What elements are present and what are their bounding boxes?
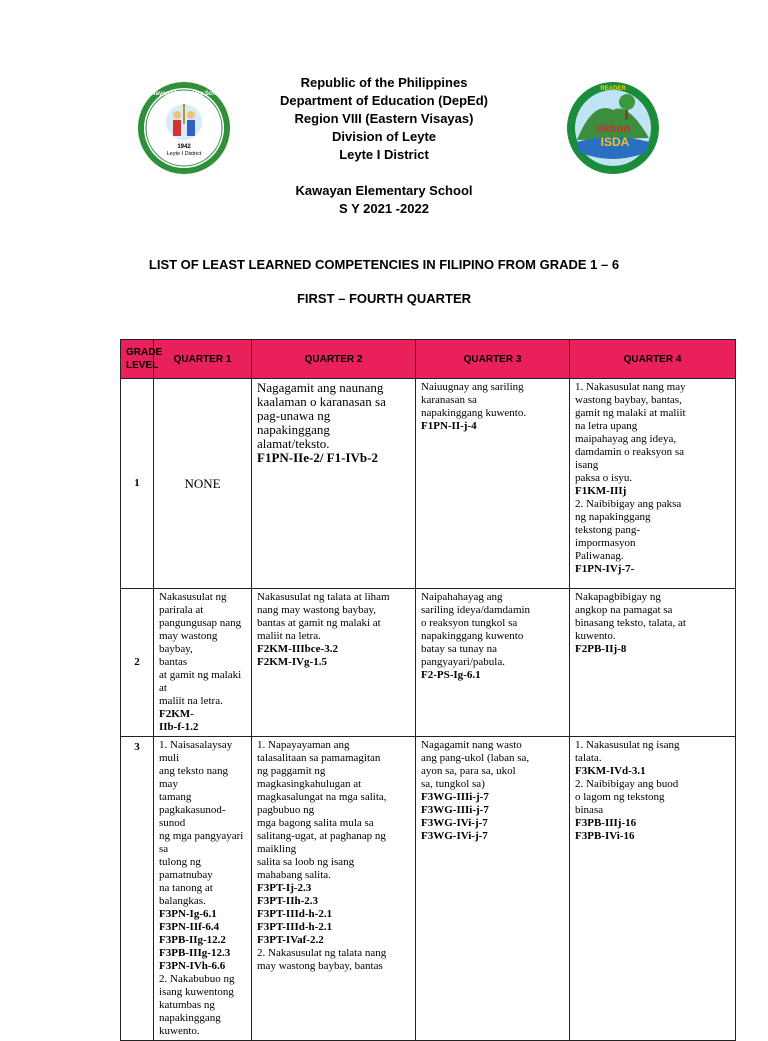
table-row xyxy=(121,737,736,1041)
header-line: Region VIII (Eastern Visayas) xyxy=(294,111,474,126)
grade-cell: 1 xyxy=(121,379,154,589)
q2-cell: 1. Napayayaman ang talasalitaan sa pamamagitan ng paggamit ng magkasingkahulugan at magkasalungat na mga salita, pagbubuo ng mga bagong salita mula sa salitang-ugat, at paghanap ng maikling salita sa loob ng isang mahabang salita. F3PT-Ij-2.3 F3PT-IIh-2.3 F3PT-IIId-h-2.1 F3PT-IIId-h-2.1 F3PT-IVaf-2.2 2. Nakasusulat ng talata nang may wastong baybay, bantas xyxy=(252,737,416,1041)
svg-text:Ukbon: Ukbon xyxy=(595,123,631,135)
competencies-table xyxy=(120,339,736,1041)
document-title: LIST OF LEAST LEARNED COMPETENCIES IN FILIPINO FROM GRADE 1 – 6 xyxy=(148,257,620,272)
header-q3: QUARTER 3 xyxy=(416,340,570,379)
header-line: Republic of the Philippines xyxy=(300,75,468,90)
table-row xyxy=(121,589,736,737)
document-subtitle: FIRST – FOURTH QUARTER xyxy=(296,291,472,306)
svg-text:ISDA: ISDA xyxy=(600,135,630,149)
q1-cell: NONE xyxy=(154,379,252,589)
q1-cell: 1. Naisasalaysay muli ang teksto nang may tamang pagkakasunod- sunod ng mga pangyayari sa tulong ng pamatnubay na tanong at balangkas. F3PN-Ig-6.1 F3PN-IIf-6.4 F3PB-IIg-12.2 F3PB-IIIg-12.3 F3PN-IVh-6.6 2. Nakabubuo ng isang kuwentong katumbas ng napakinggang kuwento. xyxy=(154,737,252,1041)
header-q2: QUARTER 2 xyxy=(252,340,416,379)
q4-cell: 1. Nakasusulat nang may wastong baybay, bantas, gamit ng malaki at maliit na letra upang maipahayag ang ideya, damdamin o reaksyon sa isang paksa o isyu. F1KM-IIIj 2. Naibibigay ang paksa ng napakinggang tekstong pang- impormasyon Paliwanag. F1PN-IVj-7- xyxy=(570,379,736,589)
header-line: Leyte I District xyxy=(339,147,429,162)
seal-district: Leyte I District xyxy=(166,151,202,157)
school-name: Kawayan Elementary School xyxy=(295,183,473,198)
grade-cell: 2 xyxy=(121,589,154,737)
q3-cell: Naiuugnay ang sariling karanasan sa napakinggang kuwento. F1PN-II-j-4 xyxy=(416,379,570,589)
q3-cell: Nagagamit nang wasto ang pang-ukol (laban sa, ayon sa, para sa, ukol sa, tungkol sa) F3WG-IIIi-j-7 F3WG-IIIi-j-7 F3WG-IVi-j-7 F3WG-IVi-j-7 xyxy=(416,737,570,1041)
q4-cell: Nakapagbibigay ng angkop na pamagat sa binasang teksto, talata, at kuwento. F2PB-IIj-8 xyxy=(570,589,736,737)
seal-year: 1942 xyxy=(177,144,191,150)
q1-cell: Nakasusulat ng parirala at pangungusap nang may wastong baybay, bantas at gamit ng malaki at maliit na letra. F2KM- IIb-f-1.2 xyxy=(154,589,252,737)
letterhead xyxy=(0,74,768,218)
svg-text:READER: READER xyxy=(600,86,626,92)
table-row xyxy=(121,379,736,589)
header-q4: QUARTER 4 xyxy=(570,340,736,379)
header-line: Division of Leyte xyxy=(331,129,437,144)
q4-cell: 1. Nakasusulat ng isang talata. F3KM-IVd-3.1 2. Naibibigay ang buod o lagom ng tekstong binasa F3PB-IIIj-16 F3PB-IVi-16 xyxy=(570,737,736,1041)
grade-cell: 3 xyxy=(121,737,154,1041)
svg-text:Kawayan Elementary School: Kawayan Elementary School xyxy=(143,91,225,97)
header-q1: QUARTER 1 xyxy=(154,340,252,379)
header-line: Department of Education (DepEd) xyxy=(279,93,488,108)
table-header-row xyxy=(121,340,736,379)
q3-cell: Naipahahayag ang sariling ideya/damdamin o reaksyon tungkol sa napakinggang kuwento batay sa tunay na pangyayari/pabula. F2-PS-Ig-6.1 xyxy=(416,589,570,737)
header-grade: GRADE LEVEL xyxy=(121,340,154,379)
q2-cell: Nagagamit ang naunang kaalaman o karanasan sa pag-unawa ng napakinggang alamat/teksto. F1PN-IIe-2/ F1-IVb-2 xyxy=(252,379,416,589)
q2-cell: Nakasusulat ng talata at liham nang may wastong baybay, bantas at gamit ng malaki at maliit na letra. F2KM-IIIbce-3.2 F2KM-IVg-1.5 xyxy=(252,589,416,737)
school-year: S Y 2021 -2022 xyxy=(339,201,429,216)
